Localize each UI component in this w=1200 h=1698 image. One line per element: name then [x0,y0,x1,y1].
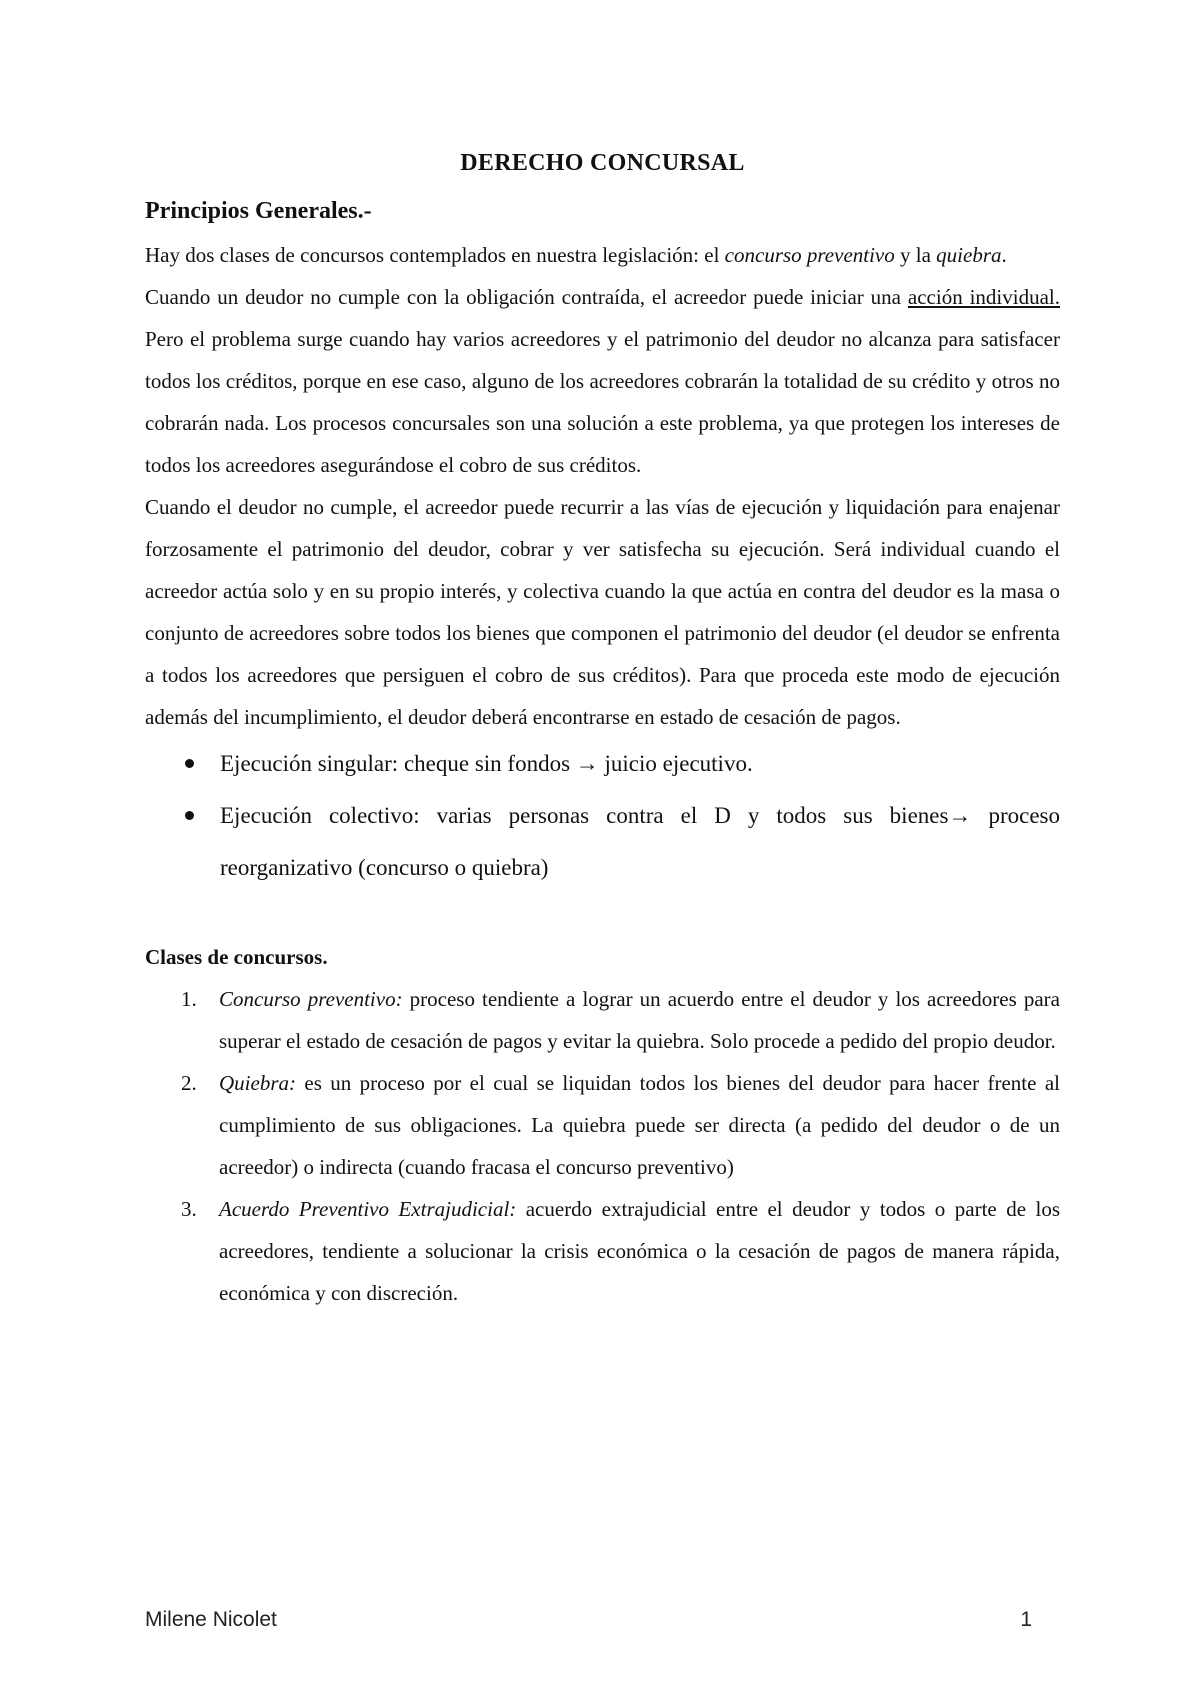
numbered-list-clases [145,978,1060,1314]
section-heading-principios: Principios Generales.- [145,198,372,224]
list-item [145,1188,1060,1314]
paragraph-text: . [1001,243,1007,267]
bullet-text: Ejecución singular: cheque sin fondos → juicio ejecutivo. [220,751,753,776]
section-heading-clases: Clases de concursos. [145,945,328,969]
italic-term-quiebra: quiebra [936,243,1002,267]
list-text: proceso tendiente a lograr un acuerdo entre el deudor y los acreedores para superar el estado de cesación de pagos y evitar la quiebra. Solo procede a pedido del propio deudor. [219,987,1060,1053]
list-term: Concurso preventivo: [219,987,403,1011]
list-number: 1. [181,987,197,1011]
bullet-item [145,738,1060,790]
bullet-dot-icon [185,811,194,820]
paragraph-text: Pero el problema surge cuando hay varios acreedores y el patrimonio del deudor no alcanza para satisfacer todos los créditos, porque en ese caso, alguno de los acreedores cobrarán la totalidad de su crédito y otros no cobrarán nada. Los procesos concursales son una solución a este problema, ya que protegen los intereses de todos los acreedores asegurándose el cobro de sus créditos. [145,327,1060,477]
list-term: Acuerdo Preventivo Extrajudicial: [219,1197,517,1221]
bullet-dot-icon [185,759,194,768]
document-body [145,146,1060,1314]
list-item [145,1062,1060,1188]
paragraph-ejecucion: Cuando el deudor no cumple, el acreedor puede recurrir a las vías de ejecución y liquidación para enajenar forzosamente el patrimonio del deudor, cobrar y ver satisfecha su ejecución. Será individual cuando el acreedor actúa solo y en su propio interés, y colectiva cuando la que actúa en contra del deudor es la masa o conjunto de acreedores sobre todos los bienes que componen el patrimonio del deudor (el deudor se enfrenta a todos los acreedores que persiguen el cobro de sus créditos). Para que proceda este modo de ejecución además del incumplimiento, el deudor deberá encontrarse en estado de cesación de pagos. [145,495,1060,729]
document-title: DERECHO CONCURSAL [460,150,745,176]
paragraph-text: y la [894,243,937,267]
paragraph-text: Cuando un deudor no cumple con la obligación contraída, el acreedor puede iniciar una [145,285,908,309]
list-term: Quiebra: [219,1071,296,1095]
underlined-term-accion-individual: acción individual. [907,285,1060,309]
list-item [145,978,1060,1062]
list-text: es un proceso por el cual se liquidan todos los bienes del deudor para hacer frente al cumplimiento de sus obligaciones. La quiebra puede ser directa (a pedido del deudor o de un acreedor) o indirecta (cuando fracasa el concurso preventivo) [219,1071,1060,1179]
list-text: acuerdo extrajudicial entre el deudor y todos o parte de los acreedores, tendiente a solucionar la crisis económica o la cesación de pagos de manera rápida, económica y con discreción. [219,1197,1060,1305]
paragraph-text: Hay dos clases de concursos contemplados en nuestra legislación: el [145,243,725,267]
italic-term-concurso-preventivo: concurso preventivo [724,243,895,267]
bullet-list-ejecucion [145,738,1060,894]
bullet-item [145,790,1060,894]
paragraph-clases-intro [145,234,1060,276]
bullet-text: Ejecución colectivo: varias personas contra el D y todos sus bienes→ proceso reorganizativo (concurso o quiebra) [220,803,1060,880]
list-number: 3. [181,1197,197,1221]
list-number: 2. [181,1071,197,1095]
section-spacer [145,894,1060,940]
paragraph-accion-individual [145,276,1060,486]
footer-page-number: 1 [1020,1608,1032,1631]
footer-author: Milene Nicolet [145,1608,277,1631]
